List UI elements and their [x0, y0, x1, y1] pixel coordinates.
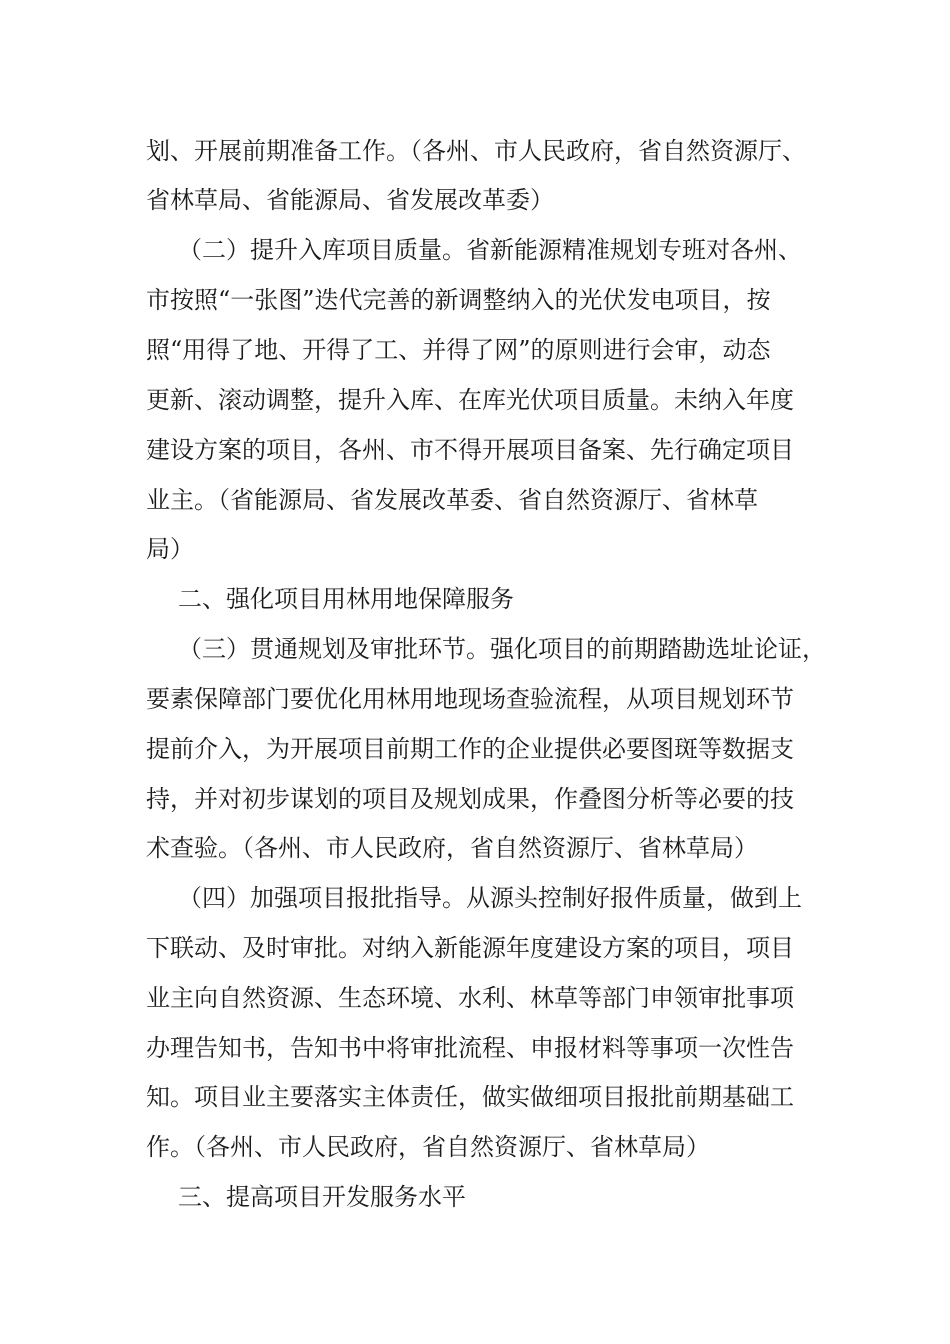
section-heading: （三）贯通规划及审批环节。强化项目的前期踏勘选址论证，	[178, 635, 826, 663]
chapter-heading: 三、提高项目开发服务水平	[178, 1183, 466, 1211]
chapter-heading: 二、强化项目用林用地保障服务	[178, 585, 514, 613]
text-line: 业主向自然资源、生态环境、水利、林草等部门申领审批事项	[146, 984, 794, 1012]
section-heading: （二）提升入库项目质量。省新能源精准规划专班对各州、	[178, 236, 802, 264]
text-line: 业主。（省能源局、省发展改革委、省自然资源厅、省林草	[146, 486, 758, 514]
text-line: 省林草局、省能源局、省发展改革委）	[146, 186, 554, 214]
text-line: 术查验。（各州、市人民政府，省自然资源厅、省林草局）	[146, 834, 758, 862]
text-line: 要素保障部门要优化用林用地现场查验流程，从项目规划环节	[146, 685, 794, 713]
text-line: 更新、滚动调整，提升入库、在库光伏项目质量。未纳入年度	[146, 386, 794, 414]
text-line: 提前介入，为开展项目前期工作的企业提供必要图斑等数据支	[146, 735, 794, 763]
text-line: 划、开展前期准备工作。（各州、市人民政府，省自然资源厅、	[146, 137, 806, 165]
text-line: 持，并对初步谋划的项目及规划成果，作叠图分析等必要的技	[146, 785, 794, 813]
text-line: 作。（各州、市人民政府，省自然资源厅、省林草局）	[146, 1133, 710, 1161]
text-line: 照“用得了地、开得了工、并得了网”的原则进行会审，动态	[146, 336, 771, 364]
text-line: 办理告知书，告知书中将审批流程、申报材料等事项一次性告	[146, 1034, 794, 1062]
text-line: 建设方案的项目，各州、市不得开展项目备案、先行确定项目	[146, 436, 794, 464]
text-line: 下联动、及时审批。对纳入新能源年度建设方案的项目，项目	[146, 934, 794, 962]
text-line: 局）	[146, 535, 194, 563]
text-line: 市按照“一张图”迭代完善的新调整纳入的光伏发电项目，按	[146, 286, 771, 314]
section-heading: （四）加强项目报批指导。从源头控制好报件质量，做到上	[178, 884, 802, 912]
text-line: 知。项目业主要落实主体责任，做实做细项目报批前期基础工	[146, 1083, 794, 1111]
